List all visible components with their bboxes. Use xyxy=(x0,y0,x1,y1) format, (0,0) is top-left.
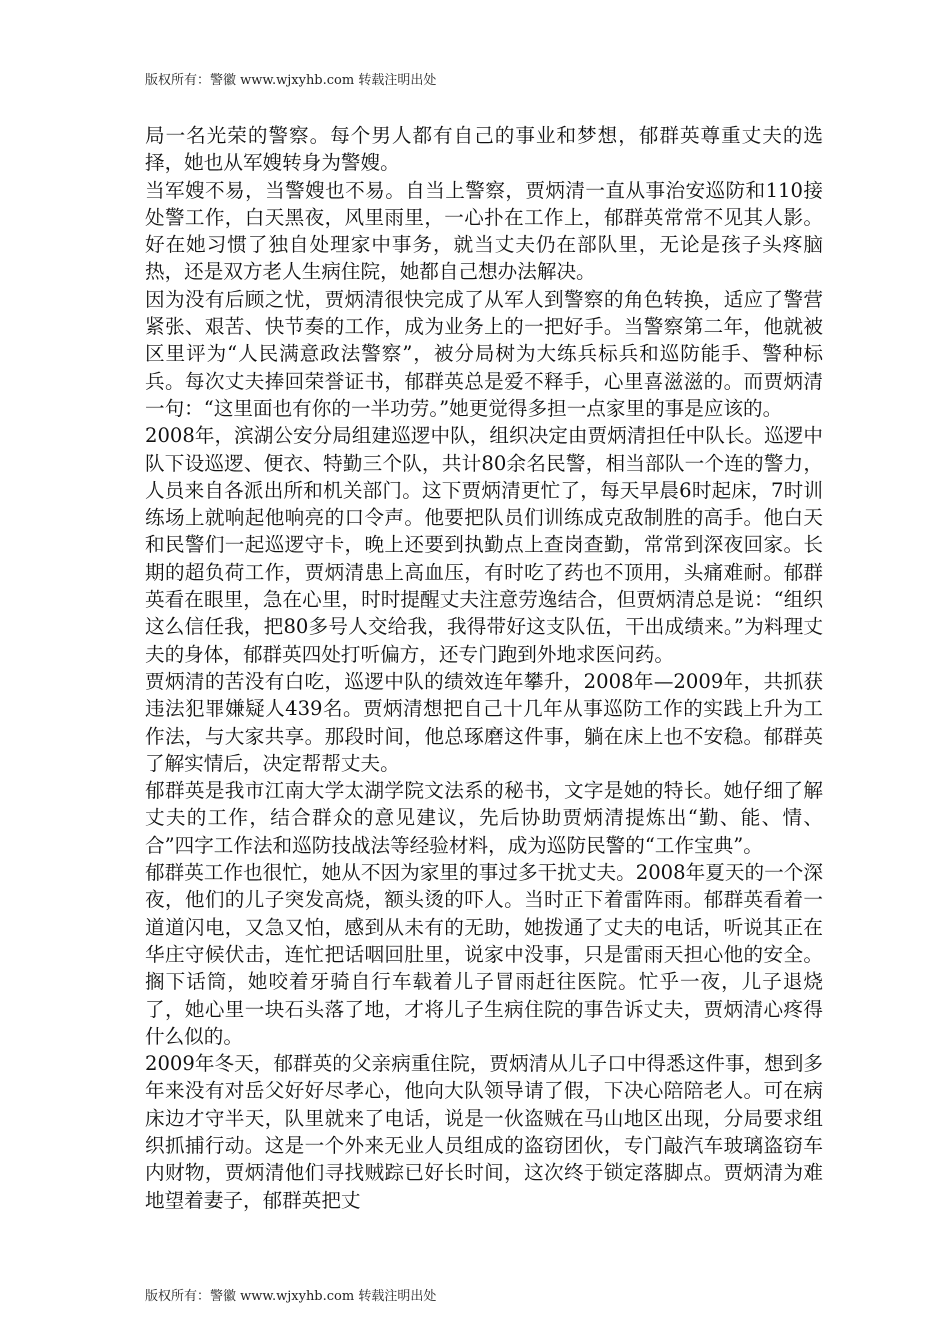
page-header: 版权所有：警徽 www.wjxyhb.com 转载注明出处 xyxy=(145,73,437,88)
paragraph-2: 当军嫂不易，当警嫂也不易。自当上警察，贾炳清一直从事治安巡防和110接处警工作，白天黑夜，风里雨里，一心扑在工作上，郁群英常常不见其人影。好在她习惯了独自处理家中事务，就当丈夫仍在部队里，无论是孩子头疼脑热，还是双方老人生病住院，她都自己想办法解决。 xyxy=(145,178,823,284)
paragraph-3: 因为没有后顾之忧，贾炳清很快完成了从军人到警察的角色转换，适应了警营紧张、艰苦、快节奏的工作，成为业务上的一把好手。当警察第二年，他就被区里评为“人民满意政法警察”，被分局树为大练兵标兵和巡防能手、警种标兵。每次丈夫捧回荣誉证书，郁群英总是爱不释手，心里喜滋滋的。而贾炳清一句：“这里面也有你的一半功劳。”她更觉得多担一点家里的事是应该的。 xyxy=(145,287,823,420)
paragraph-1: 局一名光荣的警察。每个男人都有自己的事业和梦想，郁群英尊重丈夫的选择，她也从军嫂转身为警嫂。 xyxy=(145,124,823,175)
paragraph-7: 郁群英工作也很忙，她从不因为家里的事过多干扰丈夫。2008年夏天的一个深夜，他们的儿子突发高烧，额头烫的吓人。当时正下着雷阵雨。郁群英看着一道道闪电，又急又怕，感到从未有的无助，她拨通了丈夫的电话，听说其正在华庄守候伏击，连忙把话咽回肚里，说家中没事，只是雷雨天担心他的安全。搁下话筒，她咬着牙骑自行车载着儿子冒雨赶往医院。忙乎一夜，儿子退烧了，她心里一块石头落了地，才将儿子生病住院的事告诉丈夫，贾炳清心疼得什么似的。 xyxy=(145,861,823,1048)
page-footer: 版权所有：警徽 www.wjxyhb.com 转载注明出处 xyxy=(145,1289,437,1304)
paragraph-5: 贾炳清的苦没有白吃，巡逻中队的绩效连年攀升，2008年—2009年，共抓获违法犯罪嫌疑人439名。贾炳清想把自己十几年从事巡防工作的实践上升为工作法，与大家共享。那段时间，他总琢磨这件事，躺在床上也不安稳。郁群英了解实情后，决定帮帮丈夫。 xyxy=(145,669,823,775)
paragraph-8: 2009年冬天，郁群英的父亲病重住院，贾炳清从儿子口中得悉这件事，想到多年来没有对岳父好好尽孝心，他向大队领导请了假，下决心陪陪老人。可在病床边才守半天，队里就来了电话，说是一伙盗贼在马山地区出现，分局要求组织抓捕行动。这是一个外来无业人员组成的盗窃团伙，专门敲汽车玻璃盗窃车内财物，贾炳清他们寻找贼踪已好长时间，这次终于锁定落脚点。贾炳清为难地望着妻子，郁群英把丈 xyxy=(145,1052,823,1212)
paragraph-6: 郁群英是我市江南大学太湖学院文法系的秘书，文字是她的特长。她仔细了解丈夫的工作，结合群众的意见建议，先后协助贾炳清提炼出“勤、能、情、合”四字工作法和巡防技战法等经验材料，成为巡防民警的“工作宝典”。 xyxy=(145,779,823,857)
paragraph-4: 2008年，滨湖公安分局组建巡逻中队，组织决定由贾炳清担任中队长。巡逻中队下设巡逻、便衣、特勤三个队，共计80余名民警，相当部队一个连的警力，人员来自各派出所和机关部门。这下贾炳清更忙了，每天早晨6时起床，7时训练场上就响起他响亮的口令声。他要把队员们训练成克敌制胜的高手。他白天和民警们一起巡逻守卡，晚上还要到执勤点上查岗查勤，常常到深夜回家。长期的超负荷工作，贾炳清患上高血压，有时吃了药也不顶用，头痛难耐。郁群英看在眼里，急在心里，时时提醒丈夫注意劳逸结合，但贾炳清总是说：“组织这么信任我，把80多号人交给我，我得带好这支队伍，干出成绩来。”为料理丈夫的身体，郁群英四处打听偏方，还专门跑到外地求医问药。 xyxy=(145,424,823,666)
document-body xyxy=(145,122,823,1214)
